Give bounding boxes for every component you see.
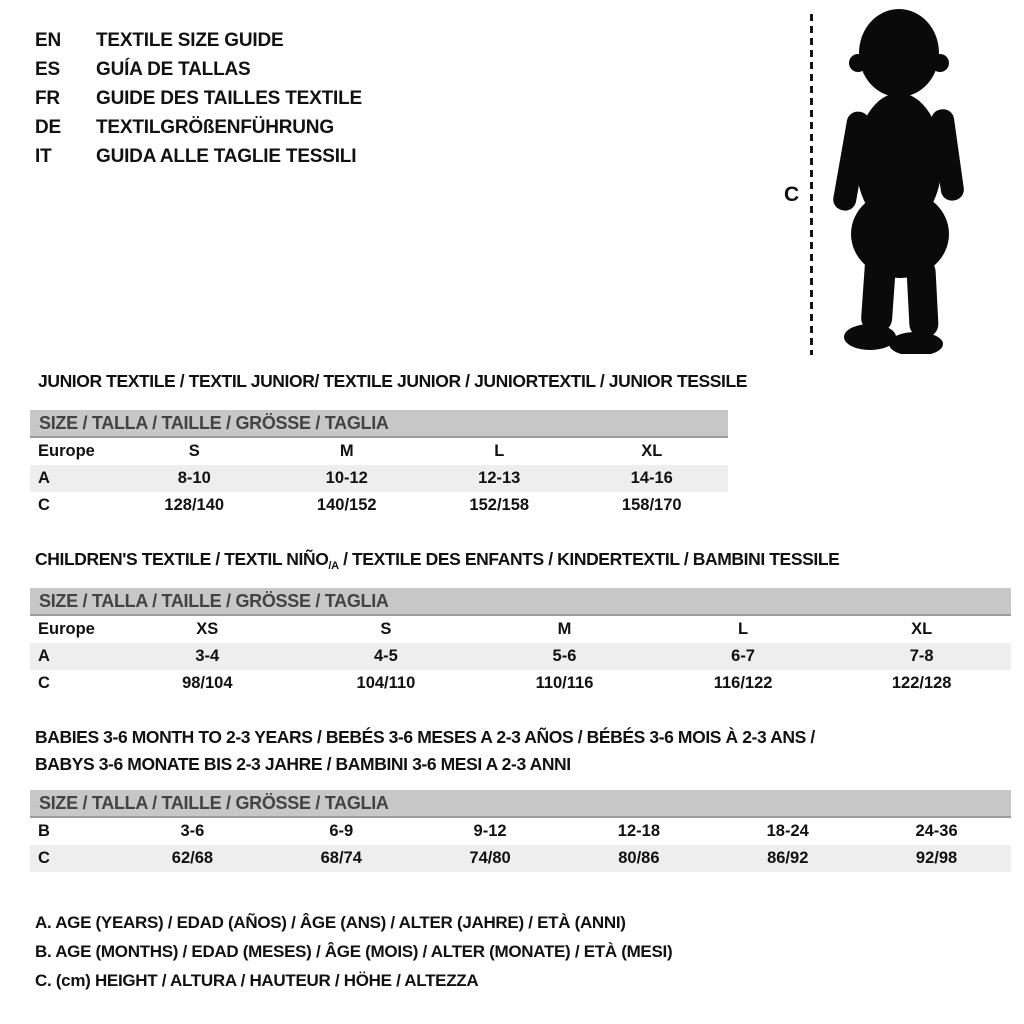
table-cell: 122/128 [891,674,952,692]
table-row [30,492,728,519]
table-cell: 8-10 [177,469,211,487]
language-guide-title: GUIDE DES TAILLES TEXTILE [96,87,362,109]
footnotes [35,908,672,995]
babies-title-line1: BABIES 3-6 MONTH TO 2-3 YEARS / BEBÉS 3-6 MESES A 2-3 AÑOS / BÉBÉS 3-6 MOIS À 2-3 ANS / [35,727,815,747]
table-cell: XL [911,620,933,638]
language-code: FR [35,87,60,109]
table-row [30,670,1011,697]
table-cell: 74/80 [469,849,511,867]
table-row [30,616,1011,643]
section-title-babies [35,724,815,778]
language-guide-title: GUÍA DE TALLAS [96,58,251,80]
row-label: C [38,496,50,514]
table-cell: 110/116 [535,674,594,692]
table-cell: 128/140 [164,496,225,514]
table-row [30,845,1011,872]
table-cell: 140/152 [316,496,377,514]
row-label: A [38,647,50,665]
table-header: SIZE / TALLA / TAILLE / GRÖSSE / TAGLIA [30,588,1011,616]
children-title-post: / TEXTILE DES ENFANTS / KINDERTEXTIL / BAMBINI TESSILE [338,549,840,569]
language-code: IT [35,145,52,167]
table-cell: 14-16 [630,469,673,487]
table-cell: 116/122 [713,674,773,692]
children-title-subscript: /A [328,560,339,572]
language-code: EN [35,29,61,51]
table-row [30,438,728,465]
table-cell: 158/170 [621,496,682,514]
height-measure-label: C [784,183,800,206]
language-guide-title: TEXTILE SIZE GUIDE [96,29,284,51]
babies-size-table [30,790,1011,872]
table-cell: 92/98 [915,849,958,867]
section-title-childrens-textile [35,549,839,572]
language-code: ES [35,58,60,80]
table-cell: 104/110 [356,674,416,692]
row-label: C [38,674,50,692]
table-cell: 5-6 [552,647,577,665]
table-cell: 24-36 [915,822,958,840]
table-header: SIZE / TALLA / TAILLE / GRÖSSE / TAGLIA [30,410,728,438]
table-cell: XL [641,442,663,460]
language-row [35,142,362,171]
table-cell: S [188,442,200,460]
row-label: B [38,822,50,840]
children-title-pre: CHILDREN'S TEXTILE / TEXTIL NIÑO [35,549,329,569]
language-row [35,84,362,113]
language-row [35,55,362,84]
row-label: A [38,469,50,487]
language-title-list [35,26,362,171]
table-cell: M [339,442,354,460]
table-cell: 12-18 [617,822,660,840]
section-title-junior-textile: JUNIOR TEXTILE / TEXTIL JUNIOR/ TEXTILE JUNIOR / JUNIORTEXTIL / JUNIOR TESSILE [38,371,748,391]
footnote-b: B. AGE (MONTHS) / EDAD (MESES) / ÂGE (MOIS) / ALTER (MONATE) / ETÀ (MESI) [35,942,673,961]
toddler-silhouette-icon [826,6,974,354]
junior-size-table [30,410,728,519]
table-cell: 18-24 [766,822,809,840]
table-cell: S [380,620,392,638]
table-cell: 68/74 [320,849,362,867]
table-cell: L [738,620,749,638]
table-cell: 98/104 [182,674,233,692]
height-measure-dashed-line [810,14,813,355]
language-code: DE [35,116,61,138]
table-cell: 3-4 [195,647,220,665]
table-cell: 86/92 [767,849,809,867]
table-cell: 9-12 [473,822,507,840]
children-size-table [30,588,1011,697]
babies-title-line2: BABYS 3-6 MONATE BIS 2-3 JAHRE / BAMBINI 3-6 MESI A 2-3 ANNI [35,754,571,774]
table-row [30,818,1011,845]
language-row [35,113,362,142]
table-cell: 80/86 [618,849,660,867]
table-row [30,465,728,492]
table-cell: 152/158 [469,496,530,514]
footnote-c: C. (cm) HEIGHT / ALTURA / HAUTEUR / HÖHE / ALTEZZA [35,971,479,990]
table-cell: 12-13 [478,469,521,487]
table-row [30,643,1011,670]
language-row [35,26,362,55]
table-cell: 7-8 [909,647,934,665]
table-header: SIZE / TALLA / TAILLE / GRÖSSE / TAGLIA [30,790,1011,818]
language-guide-title: TEXTILGRÖßENFÜHRUNG [96,116,334,138]
table-cell: XS [196,620,219,638]
row-label: Europe [38,442,95,460]
table-cell: 6-9 [329,822,354,840]
row-label: C [38,849,50,867]
table-cell: 62/68 [171,849,214,867]
table-cell: L [494,442,505,460]
table-cell: M [557,620,572,638]
row-label: Europe [38,620,95,638]
table-cell: 6-7 [731,647,755,665]
table-cell: 10-12 [325,469,368,487]
footnote-a: A. AGE (YEARS) / EDAD (AÑOS) / ÂGE (ANS) / ALTER (JAHRE) / ETÀ (ANNI) [35,913,626,932]
table-cell: 3-6 [180,822,205,840]
table-cell: 4-5 [373,647,398,665]
language-guide-title: GUIDA ALLE TAGLIE TESSILI [96,145,357,167]
